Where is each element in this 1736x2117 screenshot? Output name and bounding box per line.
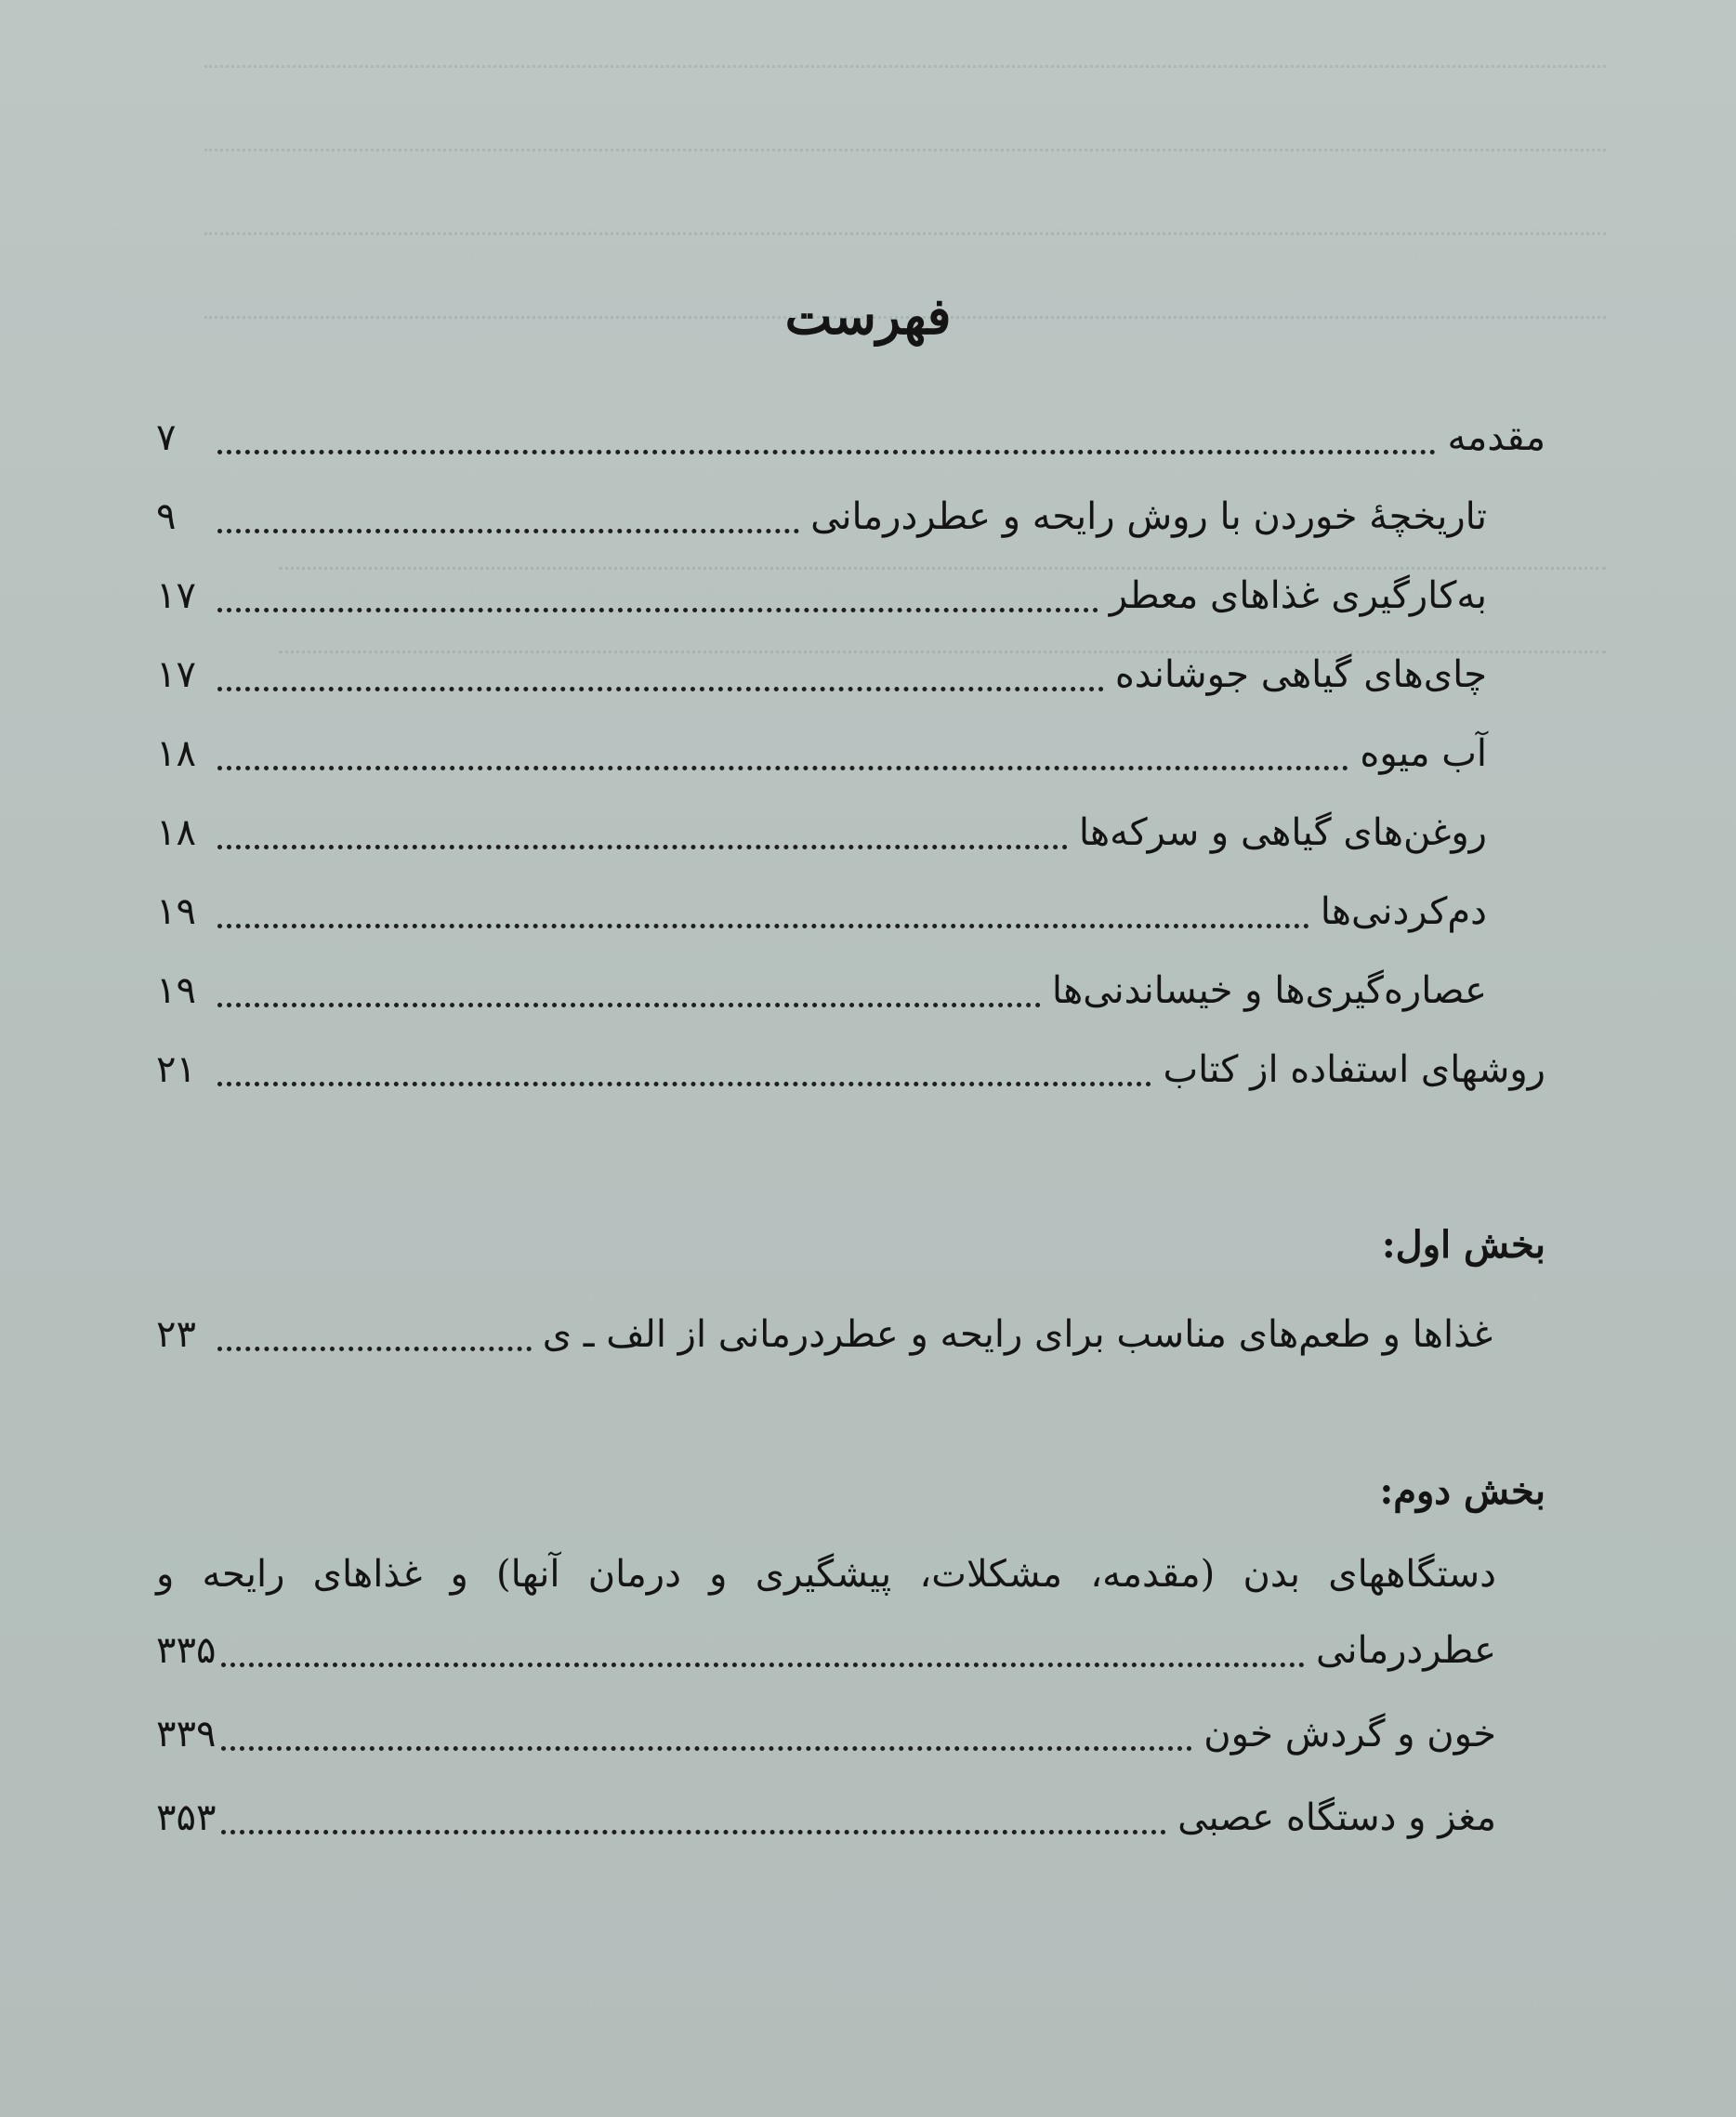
leader-dots bbox=[221, 1830, 1166, 1834]
toc-entry-page: ۱۷ bbox=[156, 574, 196, 617]
toc-entry bbox=[156, 1608, 1496, 1678]
leader-dots bbox=[217, 529, 799, 533]
toc-entry bbox=[156, 553, 1487, 624]
toc-entry bbox=[156, 1775, 1496, 1846]
toc-entry-page: ۱۷ bbox=[156, 653, 196, 696]
leader-dots bbox=[217, 924, 1309, 928]
toc-entry-page: ۳۳۵ bbox=[156, 1629, 217, 1672]
toc-entry bbox=[156, 869, 1487, 940]
show-through-line bbox=[204, 223, 1606, 235]
toc-entry bbox=[156, 395, 1545, 466]
part2-intro-line: دستگاههای بدن (مقدمه، مشکلات، پیشگیری و درمان آنها) و غذاهای رایحه و bbox=[156, 1553, 1496, 1596]
toc-entry bbox=[156, 790, 1487, 861]
leader-dots bbox=[217, 1003, 1041, 1007]
section-heading-part2: بخش دوم: bbox=[1379, 1469, 1545, 1513]
leader-dots bbox=[221, 1746, 1192, 1751]
toc-entry-page: ۱۸ bbox=[156, 811, 196, 854]
toc-entry-page: ۲۳ bbox=[156, 1313, 196, 1356]
toc-entry bbox=[156, 948, 1487, 1019]
leader-dots bbox=[221, 1663, 1305, 1667]
toc-entry-label: روغن‌های گیاهی و سرکه‌ها bbox=[1078, 811, 1487, 854]
leader-dots bbox=[217, 766, 1348, 770]
toc-entry-label: مغز و دستگاه عصبی bbox=[1177, 1796, 1496, 1839]
toc-entry-label: دم‌کردنی‌ها bbox=[1320, 890, 1487, 933]
leader-dots bbox=[217, 1347, 532, 1351]
toc-entry-label: آب میوه bbox=[1360, 732, 1487, 775]
leader-dots bbox=[217, 687, 1104, 691]
toc-entry bbox=[156, 1292, 1493, 1362]
toc-entry-page: ۷ bbox=[156, 416, 177, 459]
toc-entry-label: غذاها و طعم‌های مناسب برای رایحه و عطردرمانی از الف ـ ی bbox=[542, 1313, 1493, 1356]
toc-entry bbox=[156, 1027, 1545, 1098]
show-through-line bbox=[204, 56, 1606, 68]
show-through-line bbox=[204, 139, 1606, 151]
toc-entry-label: خون و گردش خون bbox=[1203, 1713, 1496, 1755]
toc-entry-label: چای‌های گیاهی جوشانده bbox=[1114, 653, 1487, 696]
toc-entry bbox=[156, 474, 1487, 545]
toc-entry bbox=[156, 1691, 1496, 1762]
toc-entry-page: ۲۱ bbox=[156, 1048, 196, 1091]
toc-entry-label: روشهای استفاده از کتاب bbox=[1163, 1048, 1545, 1091]
leader-dots bbox=[217, 450, 1436, 454]
leader-dots bbox=[217, 608, 1098, 612]
leader-dots bbox=[217, 845, 1068, 849]
toc-entry-label: عطردرمانی bbox=[1316, 1629, 1496, 1672]
toc-entry-page: ۱۹ bbox=[156, 890, 196, 933]
toc-entry-page: ۹ bbox=[156, 495, 177, 538]
toc-entry-page: ۳۵۳ bbox=[156, 1796, 217, 1839]
toc-entry-page: ۳۳۹ bbox=[156, 1713, 217, 1755]
toc-entry bbox=[156, 711, 1487, 782]
toc-entry-label: عصاره‌گیری‌ها و خیساندنی‌ها bbox=[1051, 969, 1487, 1012]
toc-entry-page: ۱۸ bbox=[156, 732, 196, 775]
toc-entry bbox=[156, 632, 1487, 703]
page-title: فهرست bbox=[784, 286, 952, 346]
toc-entry-label: مقدمه bbox=[1447, 416, 1545, 459]
toc-entry-label: به‌کارگیری غذاهای معطر bbox=[1109, 574, 1487, 617]
toc-entry-page: ۱۹ bbox=[156, 969, 196, 1012]
leader-dots bbox=[217, 1082, 1151, 1086]
section-heading-part1: بخش اول: bbox=[1381, 1223, 1545, 1267]
toc-entry-label: تاریخچهٔ خوردن با روش رایحه و عطردرمانی bbox=[810, 495, 1487, 538]
